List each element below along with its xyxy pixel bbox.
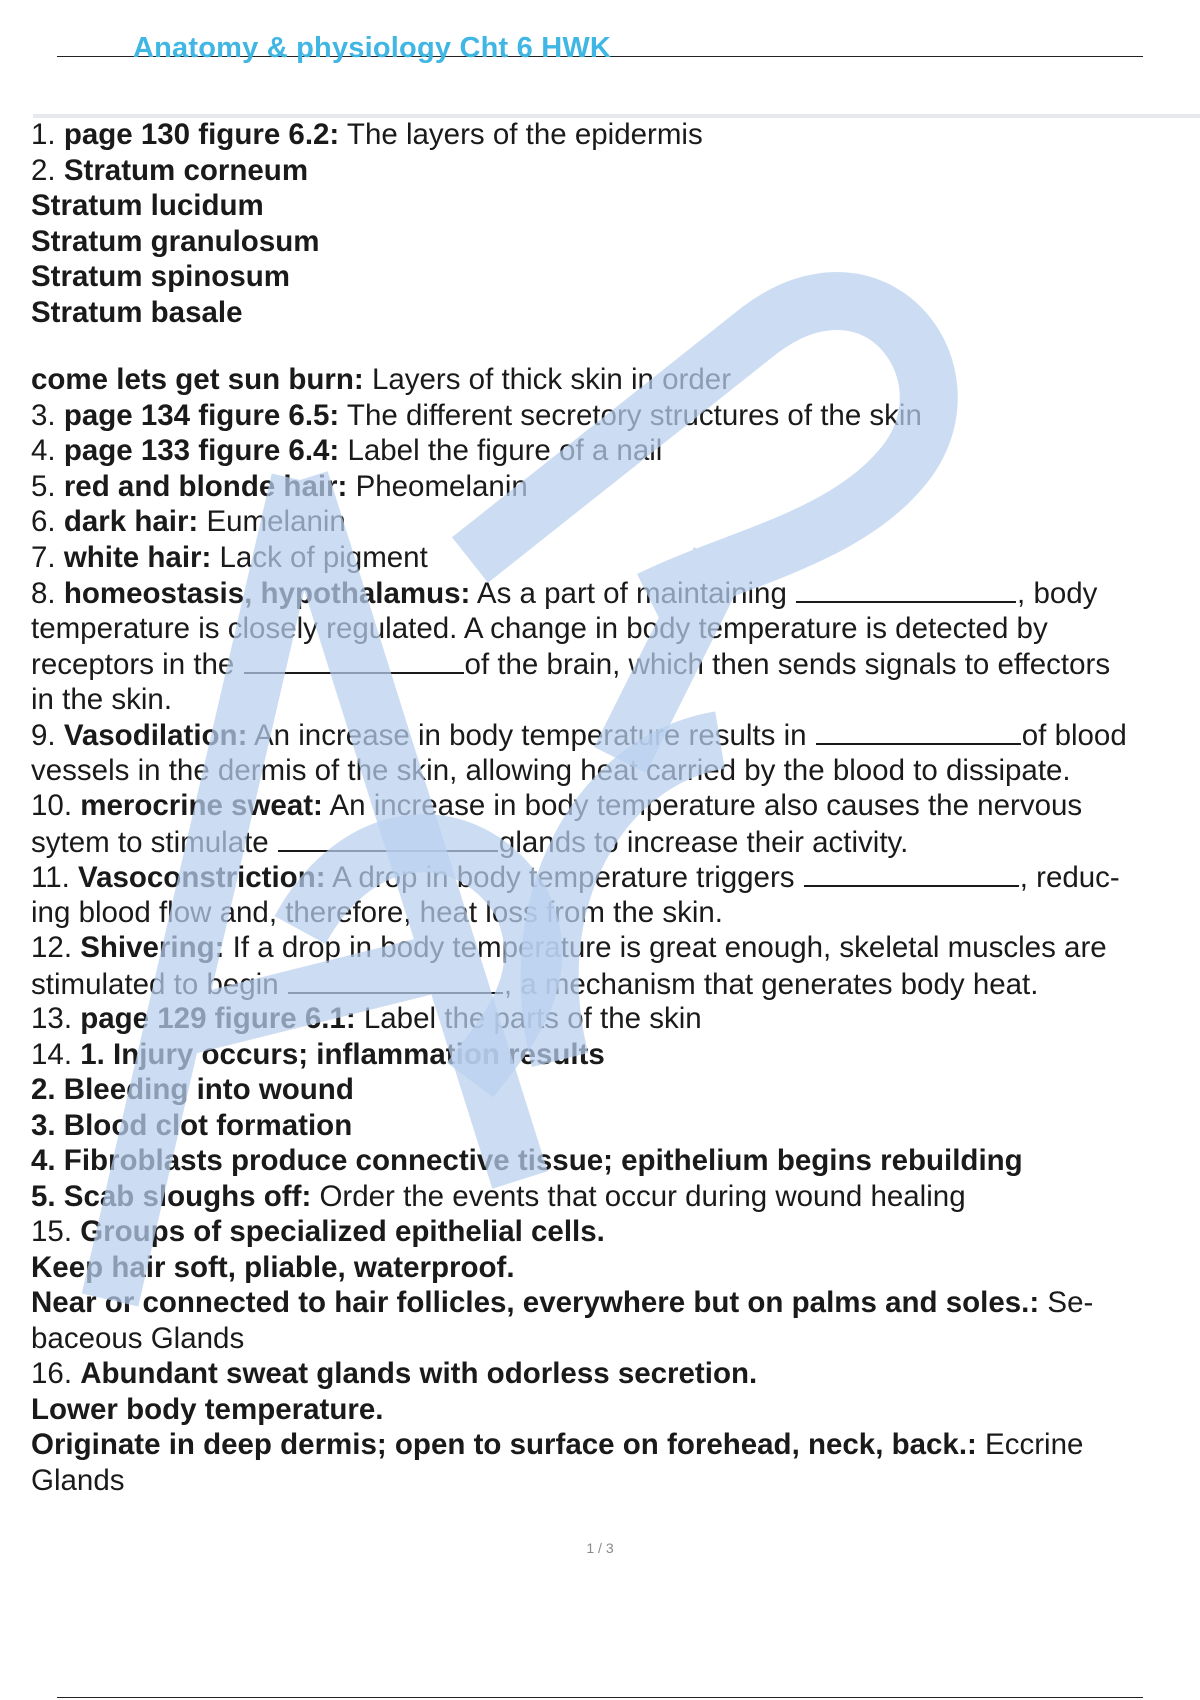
line-31: 15. Groups of specialized epithelial cells. — [31, 1215, 605, 1248]
line-8: 3. page 134 figure 6.5: The different secretory structures of the skin — [31, 398, 922, 432]
line-3: Stratum lucidum — [31, 189, 264, 222]
line-29: 4. Fibroblasts produce connective tissue; epithelium begins rebuilding — [31, 1144, 1023, 1177]
document-title: Anatomy & physiology Cht 6 HWK — [133, 32, 612, 64]
line-33: Near or connected to hair follicles, everywhere but on palms and soles.: Se- — [31, 1286, 1094, 1319]
line-1: 1. page 130 figure 6.2: The layers of the epidermis — [31, 118, 703, 151]
line-30: 5. Scab sloughs off: Order the events that occur during wound healing — [31, 1179, 966, 1213]
line-38: Glands — [31, 1463, 125, 1497]
line-5: Stratum spinosum — [31, 260, 290, 293]
line-34: baceous Glands — [31, 1321, 245, 1355]
line-36: Lower body temperature. — [31, 1392, 384, 1426]
line-9: 4. page 133 figure 6.4: Label the figure of a nail — [31, 434, 663, 467]
paragraph-gap — [31, 330, 1200, 362]
answer-blank — [796, 575, 1016, 603]
line-22: ing blood flow and, therefore, heat loss from the skin. — [31, 895, 723, 929]
line-7: come lets get sun burn: Layers of thick skin in order — [31, 363, 732, 396]
line-27: 2. Bleeding into wound — [31, 1073, 354, 1106]
line-25: 13. page 129 figure 6.1: Label the parts of the skin — [31, 1002, 702, 1035]
line-23: 12. Shivering: If a drop in body temperature is great enough, skeletal muscles are — [31, 931, 1107, 964]
line-18: vessels in the dermis of the skin, allowing heat carried by the blood to dissipate. — [31, 753, 1071, 787]
answer-blank — [804, 859, 1019, 887]
line-13: 8. homeostasis, hypothalamus: As a part of maintaining , body — [31, 577, 1098, 610]
line-26: 14. 1. Injury occurs; inflammation results — [31, 1037, 605, 1071]
answer-blank — [816, 717, 1021, 745]
line-32: Keep hair soft, pliable, waterproof. — [31, 1250, 515, 1284]
document-body — [31, 117, 1200, 1498]
footer-rule — [57, 1697, 1143, 1698]
line-2: 2. Stratum corneum — [31, 153, 309, 187]
line-15: receptors in the of the brain, which then sends signals to effectors — [31, 648, 1111, 681]
line-19: 10. merocrine sweat: An increase in body temperature also causes the nervous — [31, 789, 1083, 822]
page-indicator: 1 / 3 — [586, 1540, 614, 1556]
line-17: 9. Vasodilation: An increase in body temperature results in of blood — [31, 719, 1127, 752]
line-16: in the skin. — [31, 682, 173, 716]
answer-blank — [278, 824, 498, 852]
line-21: 11. Vasoconstriction: A drop in body temperature triggers , reduc- — [31, 861, 1120, 894]
line-11: 6. dark hair: Eumelanin — [31, 505, 346, 538]
line-12: 7. white hair: Lack of pigment — [31, 540, 428, 574]
line-10: 5. red and blonde hair: Pheomelanin — [31, 469, 528, 503]
answer-blank — [288, 966, 503, 994]
line-24: stimulated to begin , a mechanism that generates body heat. — [31, 967, 1039, 1001]
line-20: sytem to stimulate glands to increase their activity. — [31, 825, 909, 859]
answer-blank — [244, 646, 464, 674]
line-14: temperature is closely regulated. A change in body temperature is detected by — [31, 611, 1048, 645]
line-35: 16. Abundant sweat glands with odorless secretion. — [31, 1357, 758, 1390]
line-37: Originate in deep dermis; open to surface on forehead, neck, back.: Eccrine — [31, 1428, 1084, 1461]
line-28: 3. Blood clot formation — [31, 1108, 353, 1142]
line-6: Stratum basale — [31, 295, 243, 329]
line-4: Stratum granulosum — [31, 224, 320, 258]
